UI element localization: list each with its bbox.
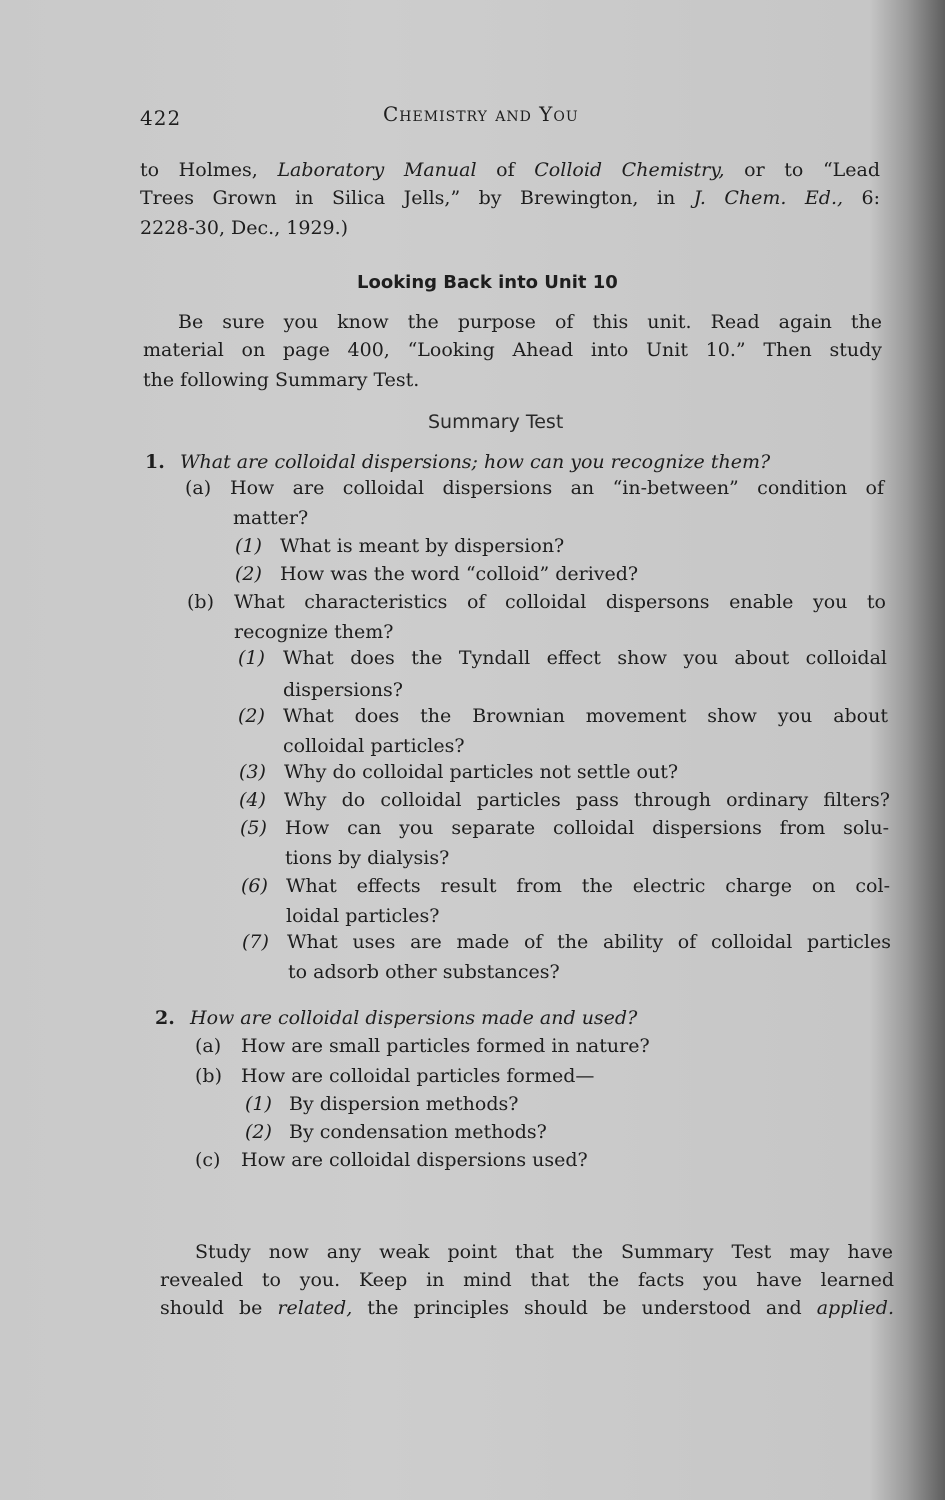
text: recognize them? [234,621,394,643]
label: (a) [185,477,212,499]
label: (2) [235,563,262,585]
running-title: Chemistry and You [383,102,579,126]
label: (4) [239,789,266,811]
text: Colloid Chemistry, [534,159,725,181]
text: of [476,159,535,181]
question-number: 1. [145,451,165,473]
text: tions by dialysis? [285,847,450,869]
label: (7) [242,931,269,953]
page-number: 422 [140,106,182,130]
label: (2) [245,1121,272,1143]
label: (1) [238,647,265,669]
text: 6: [843,187,881,209]
text: What does the Brownian movement show you about [283,705,888,727]
text: Laboratory Manual [277,159,477,181]
summary-test-title: Summary Test [428,411,564,433]
text: dispersions? [283,679,403,701]
text: Trees Grown in Silica Jells,” by Brewington, in [140,187,694,209]
text: J. Chem. Ed., [693,187,844,209]
text: revealed to you. Keep in mind that the facts you have learned [160,1269,894,1291]
label: (6) [241,875,268,897]
text: What characteristics of colloidal dispersons enable you to [234,591,886,613]
text: What effects result from the electric charge on col- [286,875,890,897]
text: What does the Tyndall effect show you about colloidal [283,647,887,669]
text: How are colloidal particles formed— [241,1065,595,1087]
question-text: What are colloidal dispersions; how can you recognize them? [180,451,771,473]
text: How can you separate colloidal dispersions from solu- [285,817,889,839]
text: matter? [233,507,309,529]
label: (a) [195,1035,222,1057]
text: the principles should be understood and [352,1297,817,1319]
text: the following Summary Test. [143,369,420,391]
text: loidal particles? [286,905,440,927]
question-text: How are colloidal dispersions made and used? [190,1007,638,1029]
text: How was the word “colloid” derived? [280,563,639,585]
section-heading: Looking Back into Unit 10 [357,272,618,293]
label: (3) [239,761,266,783]
text: What is meant by dispersion? [280,535,565,557]
text: Why do colloidal particles pass through ordinary filters? [284,789,890,811]
text: How are small particles formed in nature? [241,1035,650,1057]
text: to Holmes, [140,159,278,181]
text: Be sure you know the purpose of this unit. Read again the [178,311,882,333]
label: (1) [235,535,262,557]
text: should be [160,1297,278,1319]
text: 2228-30, Dec., 1929.) [140,217,349,239]
text: What uses are made of the ability of colloidal particles [287,931,891,953]
text: By dispersion methods? [289,1093,519,1115]
text: By condensation methods? [289,1121,547,1143]
text: How are colloidal dispersions an “in-between” condition of [230,477,884,499]
text: Why do colloidal particles not settle out? [284,761,679,783]
text: applied. [816,1297,894,1319]
label: (2) [238,705,265,727]
text: material on page 400, “Looking Ahead into Unit 10.” Then study [143,339,882,361]
text: or to “Lead [724,159,881,181]
label: (b) [187,591,214,613]
text: colloidal particles? [283,735,465,757]
text: Study now any weak point that the Summary Test may have [195,1241,893,1263]
question-number: 2. [155,1007,175,1029]
label: (1) [245,1093,272,1115]
text: related, [277,1297,353,1319]
text: to adsorb other substances? [288,961,560,983]
label: (5) [240,817,267,839]
label: (c) [195,1149,221,1171]
label: (b) [195,1065,222,1087]
text: How are colloidal dispersions used? [241,1149,588,1171]
